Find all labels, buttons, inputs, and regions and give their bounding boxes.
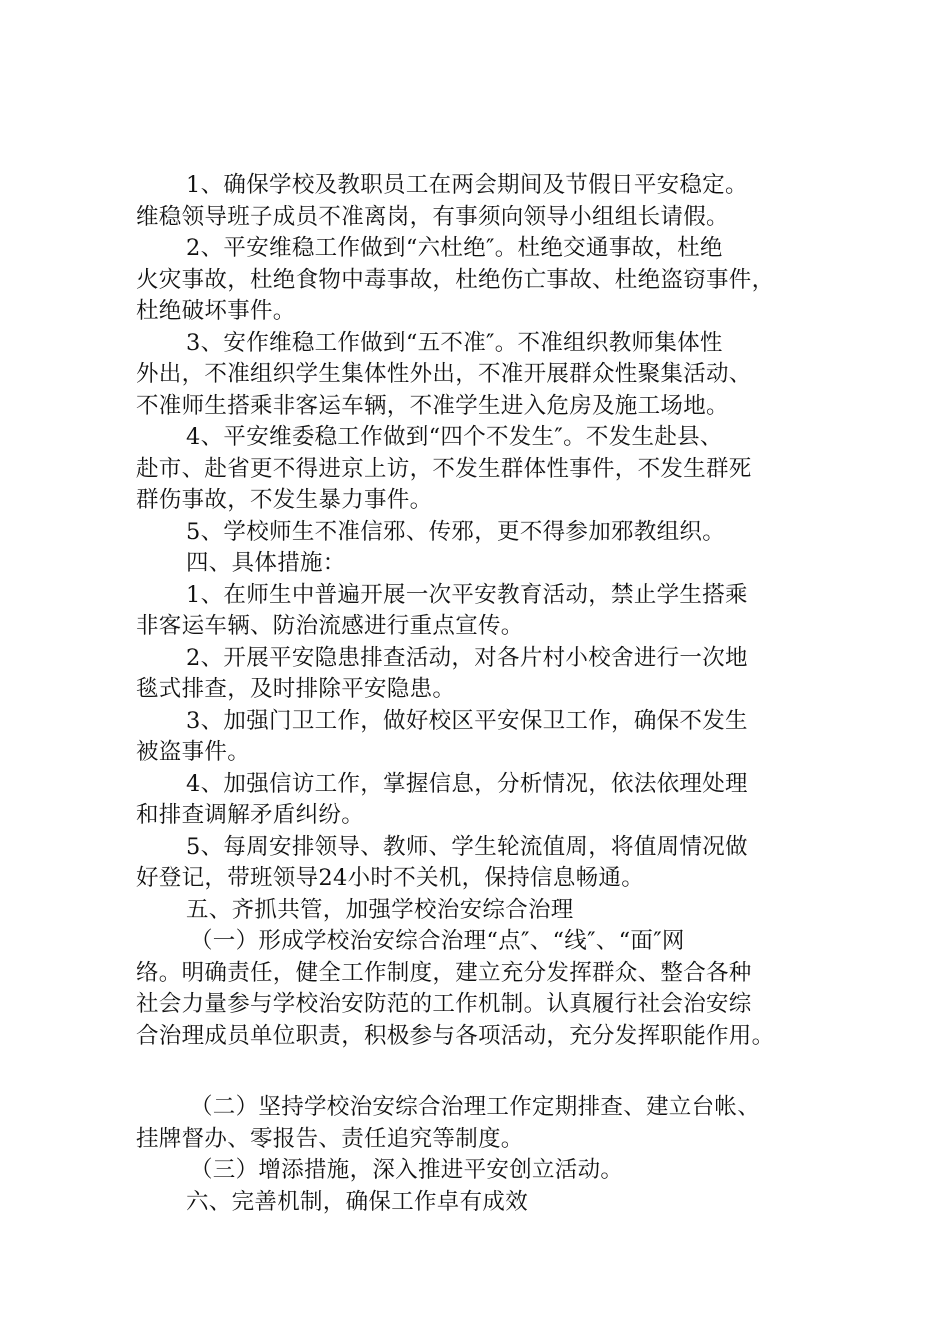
paragraph-line: （二）坚持学校治安综合治理工作定期排查、建立台帐、 (190, 1094, 761, 1120)
paragraph-line: 5、学校师生不准信邪、传邪，更不得参加邪教组织。 (186, 518, 726, 545)
paragraph-line: 络。明确责任，健全工作制度，建立充分发挥群众、整合各种 (136, 959, 752, 986)
paragraph-line: 1、在师生中普遍开展一次平安教育活动，禁止学生搭乘 (186, 581, 748, 608)
paragraph-line: （三）增添措施，深入推进平安创立活动。 (190, 1157, 624, 1183)
paragraph-line: 赴市、赴省更不得进京上访，不发生群体性事件，不发生群死 (136, 455, 752, 482)
paragraph-line: 不准师生搭乘非客运车辆，不准学生进入危房及施工场地。 (136, 392, 729, 419)
paragraph-line: 挂牌督办、零报告、责任追究等制度。 (136, 1125, 524, 1152)
paragraph-line: 非客运车辆、防治流感进行重点宣传。 (136, 613, 524, 639)
paragraph-line: 5、每周安排领导、教师、学生轮流值周，将值周情况做 (186, 833, 748, 860)
paragraph-gap (136, 1052, 836, 1092)
paragraph-line: 社会力量参与学校治安防范的工作机制。认真履行社会治安综 (136, 991, 752, 1017)
paragraph-line: 3、安作维稳工作做到“五不准″。不准组织教师集体性 (186, 329, 723, 356)
paragraph-line: 群伤事故，不发生暴力事件。 (136, 487, 433, 513)
document-body (136, 170, 836, 1218)
paragraph-line: 好登记，带班领导24小时不关机，保持信息畅通。 (136, 865, 645, 891)
section-heading: 六、完善机制，确保工作卓有成效 (186, 1188, 529, 1215)
paragraph-line: 4、加强信访工作，掌握信息，分析情况，依法依理处理 (186, 770, 748, 797)
paragraph-line: 维稳领导班子成员不准离岗，有事须向领导小组组长请假。 (136, 203, 729, 230)
paragraph-line: 外出，不准组织学生集体性外出，不准开展群众性聚集活动、 (136, 361, 752, 387)
paragraph-line: 和排查调解矛盾纠纷。 (136, 802, 365, 828)
paragraph-line: 1、确保学校及教职员工在两会期间及节假日平安稳定。 (186, 172, 748, 198)
paragraph-line: 3、加强门卫工作，做好校区平安保卫工作，确保不发生 (186, 707, 748, 734)
paragraph-line: 合治理成员单位职责，积极参与各项活动，充分发挥职能作用。 (136, 1022, 775, 1049)
section-heading: 四、具体措施： (186, 550, 346, 576)
paragraph-line: 被盗事件。 (136, 739, 251, 765)
paragraph-line: 毯式排查，及时排除平安隐患。 (136, 676, 456, 702)
paragraph-line: 2、开展平安隐患排查活动，对各片村小校舍进行一次地 (186, 644, 748, 671)
section-heading: 五、齐抓共管，加强学校治安综合治理 (186, 896, 574, 923)
paragraph-line: 杜绝破坏事件。 (136, 298, 296, 324)
paragraph-line: 火灾事故，杜绝食物中毒事故，杜绝伤亡事故、杜绝盗窃事件， (136, 266, 775, 293)
paragraph-line: （一）形成学校治安综合治理“点″、“线″、“面″网 (190, 928, 685, 954)
paragraph-line: 2、平安维稳工作做到“六杜绝″。杜绝交通事故，杜绝 (186, 235, 723, 261)
paragraph-line: 4、平安维委稳工作做到“四个不发生″。不发生赴县、 (186, 424, 723, 450)
